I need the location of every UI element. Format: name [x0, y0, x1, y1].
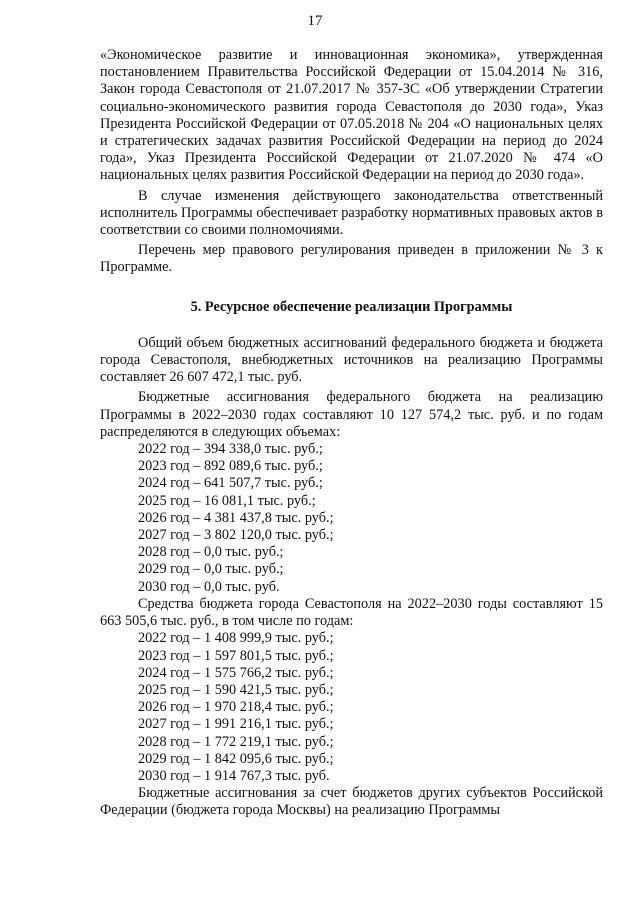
list-item: 2025 год – 16 081,1 тыс. руб.; — [138, 492, 316, 509]
legislation-change-paragraph: В случае изменения действующего законодательства ответственный исполнитель Программы обеспечивает разработку нормативных правовых актов в соответствии со своими полномочиями. — [100, 187, 603, 239]
list-item: 2024 год – 641 507,7 тыс. руб.; — [138, 475, 323, 492]
section-heading: 5. Ресурсное обеспечение реализации Программы — [190, 298, 513, 315]
list-item: 2025 год – 1 590 421,5 тыс. руб.; — [138, 681, 334, 698]
list-item: 2027 год – 3 802 120,0 тыс. руб.; — [138, 527, 334, 544]
list-item: 2024 год – 1 575 766,2 тыс. руб.; — [138, 664, 334, 681]
page-number: 17 — [307, 13, 323, 29]
list-item: 2029 год – 1 842 095,6 тыс. руб.; — [138, 750, 334, 767]
document-body — [100, 47, 603, 820]
list-item: 2026 год – 1 970 218,4 тыс. руб.; — [138, 699, 334, 716]
intro-paragraph: «Экономическое развитие и инновационная экономика», утвержденная постановлением Правительства Российской Федерации от 15.04.2014 № 316, Закон города Севастополя от 21.07.2017 № 357-ЗС «Об утверждении Стратегии социально-экономического развития города Севастополя до 2030 года», Указ Президента Российской Федерации от 07.05.2018 № 204 «О национальных целях и стратегических задачах развития Российской Федерации на период до 2024 года», Указ Президента Российской Федерации от 21.07.2020 № 474 «О национальных целях развития Российской Федерации на период до 2030 года». — [100, 47, 603, 184]
list-item: 2022 год – 394 338,0 тыс. руб.; — [138, 441, 323, 458]
list-item: 2027 год – 1 991 216,1 тыс. руб.; — [138, 716, 334, 733]
city-years-list — [100, 630, 603, 785]
list-item: 2029 год – 0,0 тыс. руб.; — [138, 561, 284, 578]
federal-budget-paragraph: Бюджетные ассигнования федерального бюджета на реализацию Программы в 2022–2030 годах составляют 10 127 574,2 тыс. руб. и по годам распределяются в следующих объемах: — [100, 389, 603, 440]
list-item: 2030 год – 0,0 тыс. руб. — [138, 578, 280, 595]
other-subjects-paragraph: Бюджетные ассигнования за счет бюджетов других субъектов Российской Федерации (бюджета города Москвы) на реализацию Программы — [100, 785, 603, 819]
list-item: 2022 год – 1 408 999,9 тыс. руб.; — [138, 630, 334, 647]
list-item: 2030 год – 1 914 767,3 тыс. руб. — [138, 767, 330, 784]
federal-years-list — [100, 441, 603, 596]
list-item: 2028 год – 1 772 219,1 тыс. руб.; — [138, 733, 334, 750]
list-item: 2028 год – 0,0 тыс. руб.; — [138, 544, 284, 561]
measures-list-paragraph: Перечень мер правового регулирования приведен в приложении № 3 к Программе. — [100, 242, 603, 276]
city-budget-paragraph: Средства бюджета города Севастополя на 2022–2030 годы составляют 15 663 505,6 тыс. руб., в том числе по годам: — [100, 595, 603, 630]
list-item: 2023 год – 1 597 801,5 тыс. руб.; — [138, 647, 334, 664]
list-item: 2026 год – 4 381 437,8 тыс. руб.; — [138, 509, 334, 526]
total-volume-paragraph: Общий объем бюджетных ассигнований федерального бюджета и бюджета города Севастополя, внебюджетных источников на реализацию Программы составляет 26 607 472,1 тыс. руб. — [100, 334, 603, 386]
list-item: 2023 год – 892 089,6 тыс. руб.; — [138, 458, 323, 475]
